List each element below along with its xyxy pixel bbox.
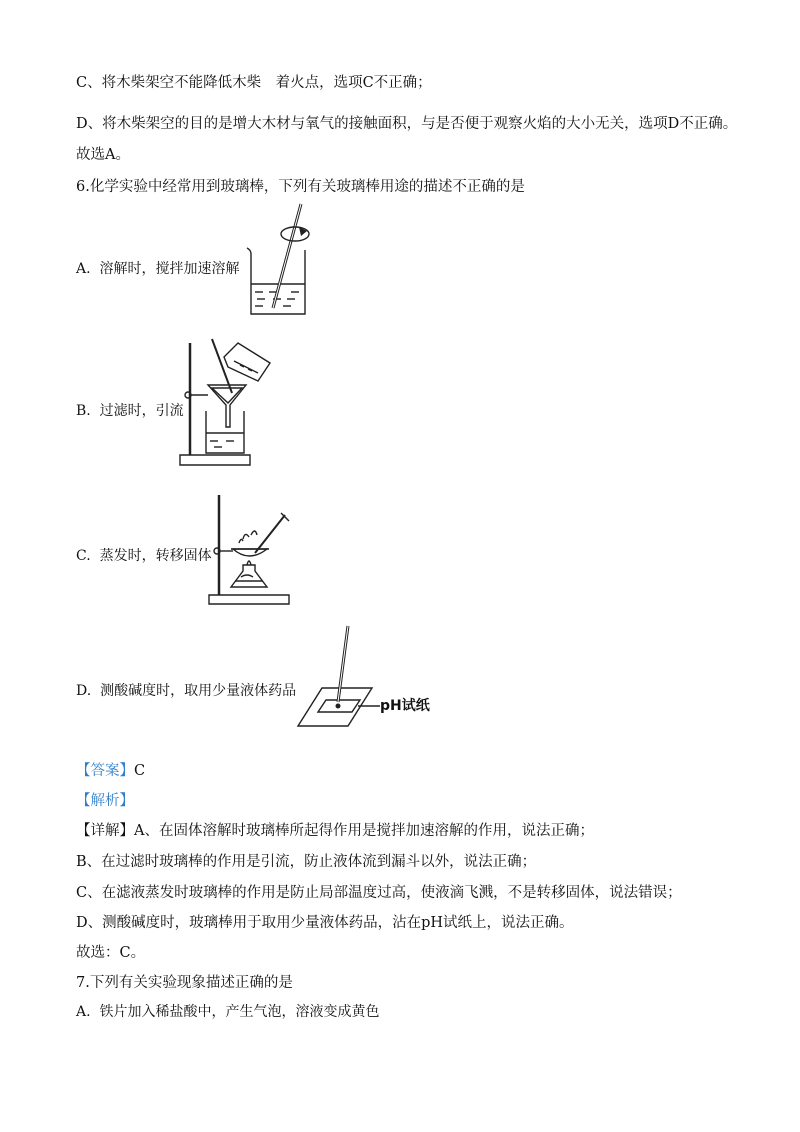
prev-option-d-explanation: D、将木柴架空的目的是增大木材与氧气的接触面积，与是否便于观察火焰的大小无关，选项D不正确。 <box>76 116 738 132</box>
option-a-text: 溶解时，搅拌加速溶解 <box>99 261 240 277</box>
ph-paper-label: pH试纸 <box>380 698 430 714</box>
question-6-stem: 6.化学实验中经常用到玻璃棒，下列有关玻璃棒用途的描述不正确的是 <box>76 179 525 195</box>
detail-a-text: A、在固体溶解时玻璃棒所起得作用是搅拌加速溶解的作用，说法正确； <box>134 823 594 839</box>
answer-line <box>76 761 145 781</box>
question-6-conclusion: 故选：C。 <box>76 945 146 961</box>
detail-b-line: B、在过滤时玻璃棒的作用是引流，防止液体流到漏斗以外，说法正确； <box>76 854 537 870</box>
q7-option-a-label: A. <box>76 1004 91 1020</box>
option-d-label: D. <box>76 683 92 699</box>
filtration-illustration <box>178 337 278 469</box>
evaporation-illustration <box>207 491 297 607</box>
analysis-tag: 【解析】 <box>76 793 134 809</box>
detail-d-line: D、测酸碱度时，玻璃棒用于取用少量液体药品，沾在pH试纸上，说法正确。 <box>76 915 574 931</box>
prev-option-c-explanation: C、将木柴架空不能降低木柴 着火点，选项C不正确； <box>76 75 432 91</box>
detail-tag: 【详解】 <box>76 823 134 839</box>
analysis-line <box>76 791 134 811</box>
question-6-option-c <box>76 546 212 566</box>
prev-conclusion: 故选A。 <box>76 147 130 163</box>
option-c-label: C. <box>76 548 91 564</box>
question-6-option-d <box>76 681 296 701</box>
question-7-option-a <box>76 1002 379 1022</box>
option-a-label: A. <box>76 261 91 277</box>
ph-paper-illustration <box>296 622 446 732</box>
option-b-label: B. <box>76 403 91 419</box>
option-d-text: 测酸碱度时，取用少量液体药品 <box>100 683 297 699</box>
q7-option-a-text: 铁片加入稀盐酸中，产生气泡，溶液变成黄色 <box>99 1004 380 1020</box>
answer-tag: 【答案】 <box>76 763 134 779</box>
beaker-stirring-illustration <box>243 200 313 318</box>
question-6-option-b <box>76 401 184 421</box>
question-7-stem: 7.下列有关实验现象描述正确的是 <box>76 975 293 991</box>
answer-value: C <box>134 763 146 779</box>
detail-c-line: C、在滤液蒸发时玻璃棒的作用是防止局部温度过高，使液滴飞溅，不是转移固体，说法错误； <box>76 885 682 901</box>
detail-a-line <box>76 821 594 841</box>
option-c-text: 蒸发时，转移固体 <box>99 548 212 564</box>
question-6-option-a <box>76 259 239 279</box>
option-b-text: 过滤时，引流 <box>99 403 184 419</box>
